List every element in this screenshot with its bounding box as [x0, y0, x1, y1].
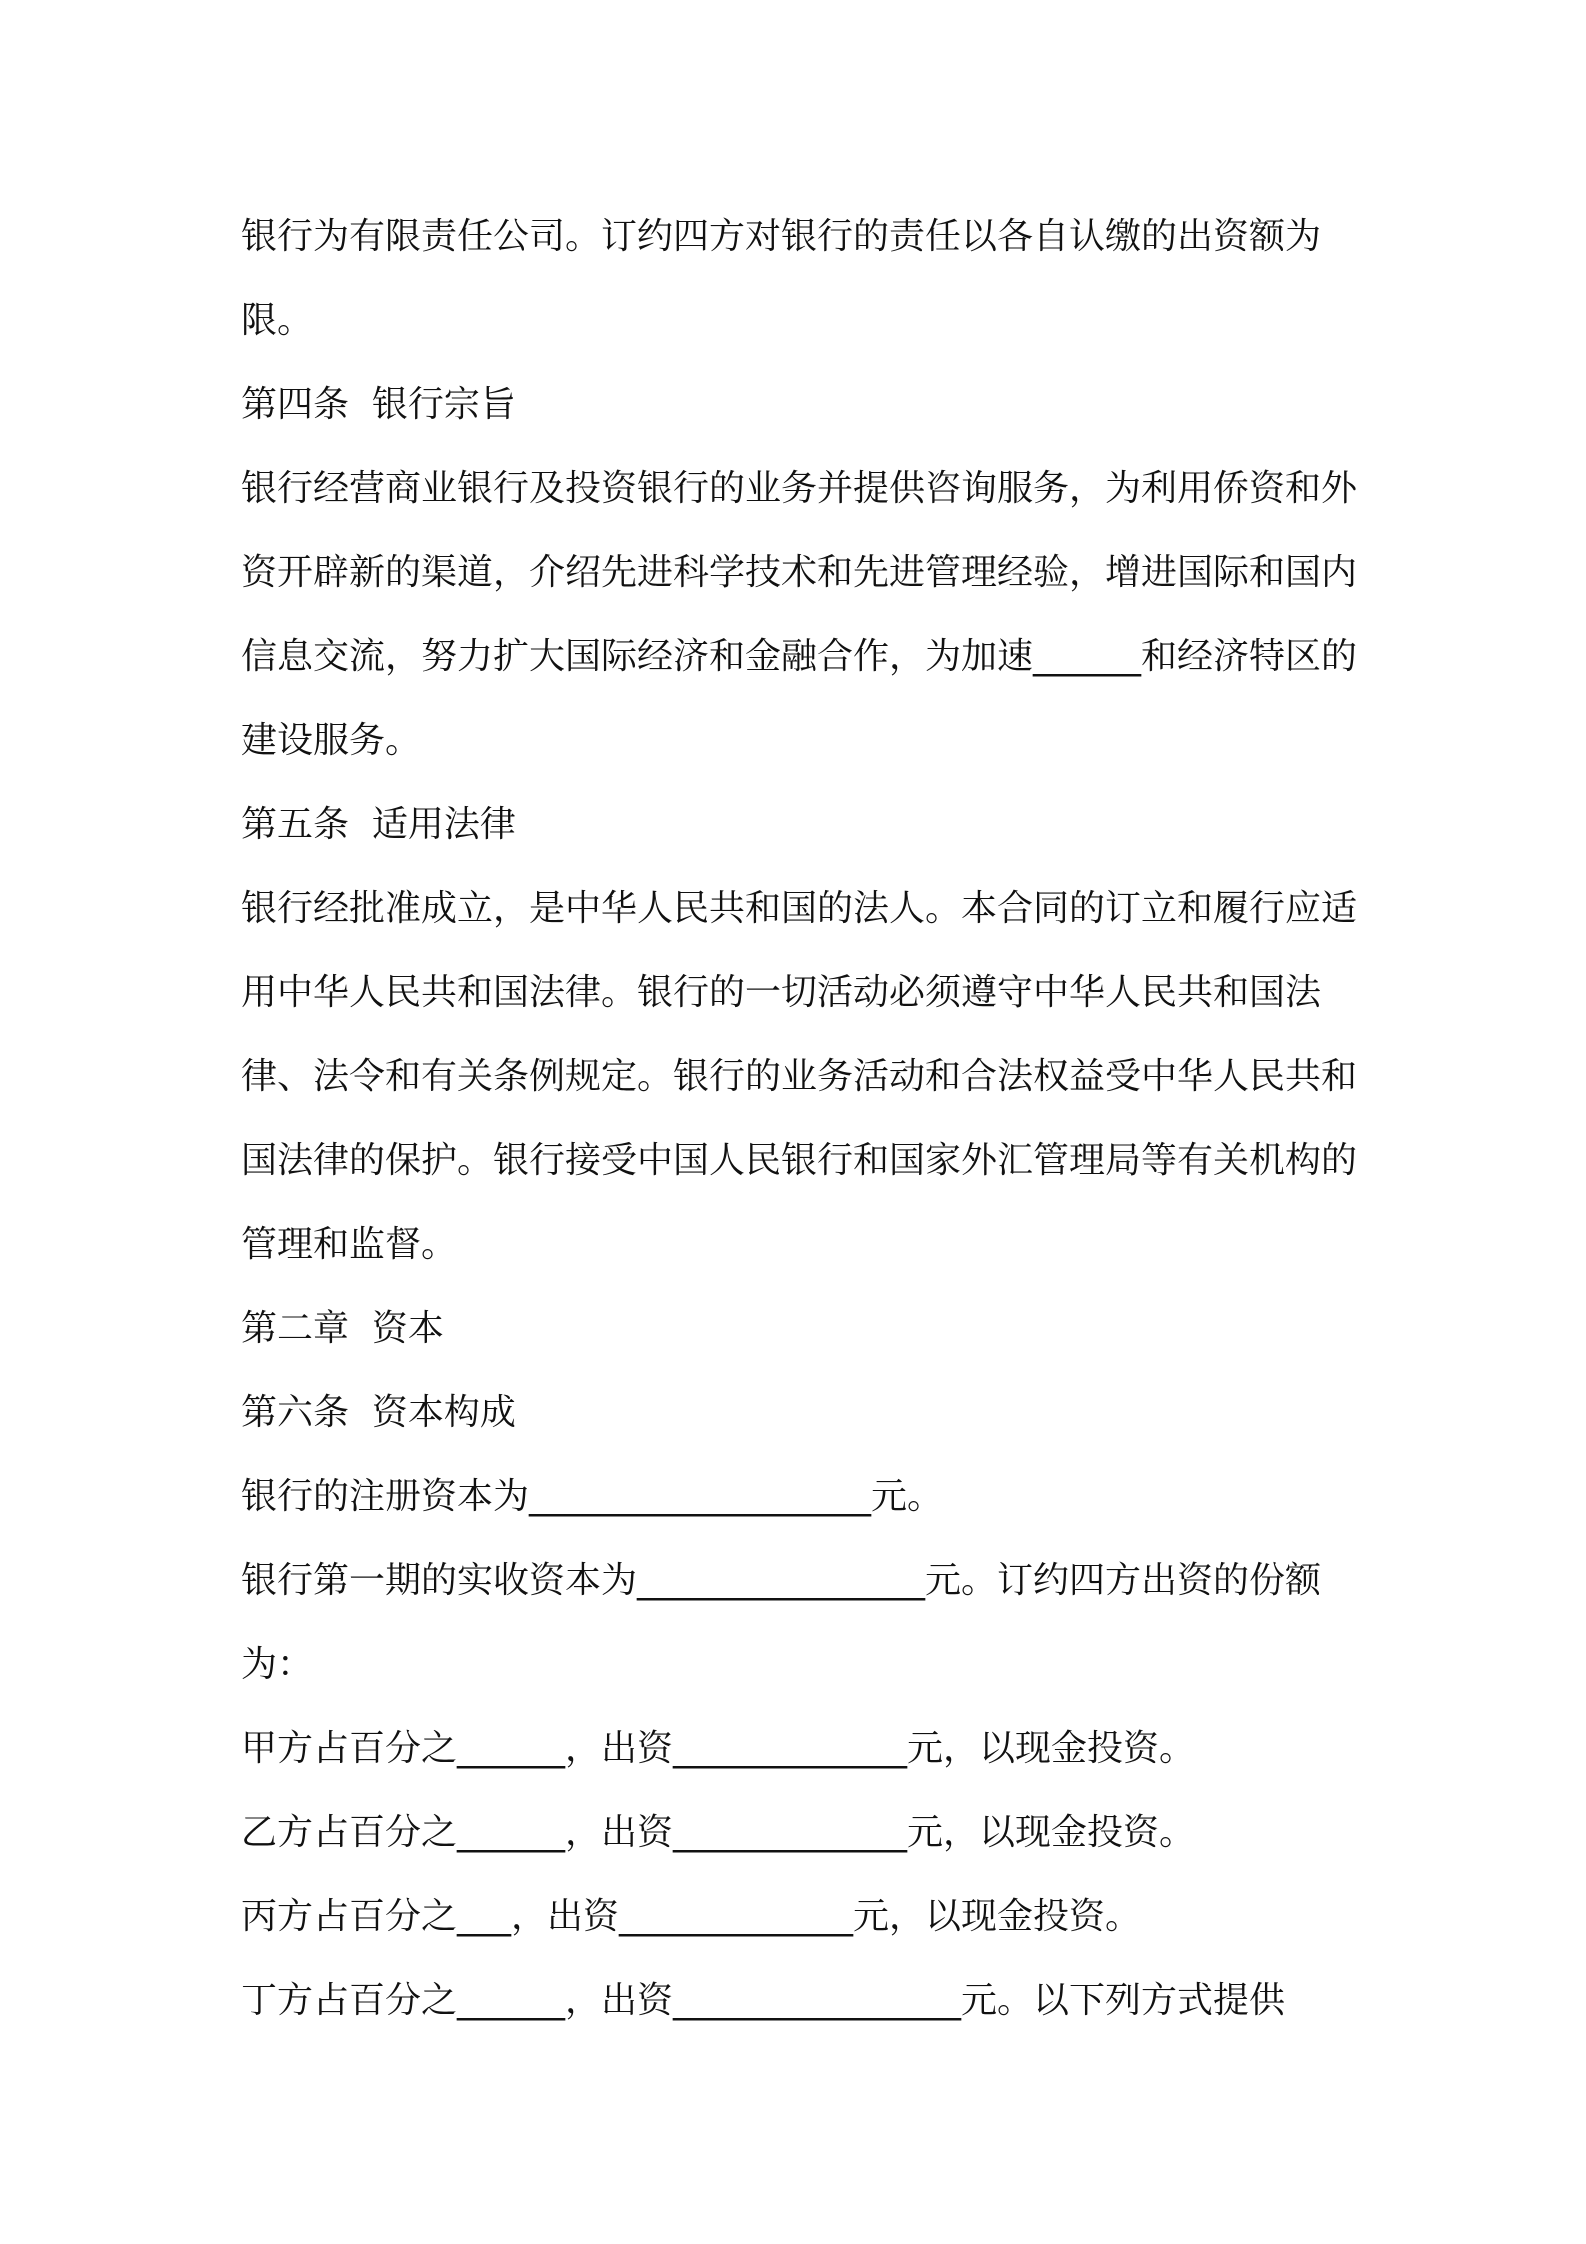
- chapter-2-heading: 第二章 资本: [241, 1308, 444, 1349]
- paragraph-paid-in-capital: 银行第一期的实收资本为________________元。订约四方出资的份额为：: [241, 1560, 1322, 1685]
- paragraph-purpose: 银行经营商业银行及投资银行的业务并提供咨询服务，为利用侨资和外资开辟新的渠道，介绍先进科学技术和先进管理经验，增进国际和国内信息交流，努力扩大国际经济和金融合作，为加速______和经济特区的建设服务。: [241, 468, 1358, 761]
- paragraph-party-c: 丙方占百分之___，出资_____________元，以现金投资。: [241, 1896, 1142, 1937]
- article-4-heading: 第四条 银行宗旨: [241, 384, 516, 425]
- paragraph-party-a: 甲方占百分之______，出资_____________元，以现金投资。: [241, 1728, 1196, 1769]
- article-6-heading: 第六条 资本构成: [241, 1392, 516, 1433]
- paragraph-party-b: 乙方占百分之______，出资_____________元，以现金投资。: [241, 1812, 1196, 1853]
- paragraph-party-d: 丁方占百分之______，出资________________元。以下列方式提供: [241, 1980, 1286, 2021]
- paragraph-applicable-law: 银行经批准成立，是中华人民共和国的法人。本合同的订立和履行应适用中华人民共和国法律。银行的一切活动必须遵守中华人民共和国法律、法令和有关条例规定。银行的业务活动和合法权益受中华人民共和国法律的保护。银行接受中国人民银行和国家外汇管理局等有关机构的管理和监督。: [241, 888, 1358, 1265]
- document-body: [241, 195, 1357, 2043]
- article-5-heading: 第五条 适用法律: [241, 804, 516, 845]
- paragraph-liability: 银行为有限责任公司。订约四方对银行的责任以各自认缴的出资额为限。: [241, 216, 1322, 341]
- paragraph-registered-capital: 银行的注册资本为___________________元。: [241, 1476, 944, 1517]
